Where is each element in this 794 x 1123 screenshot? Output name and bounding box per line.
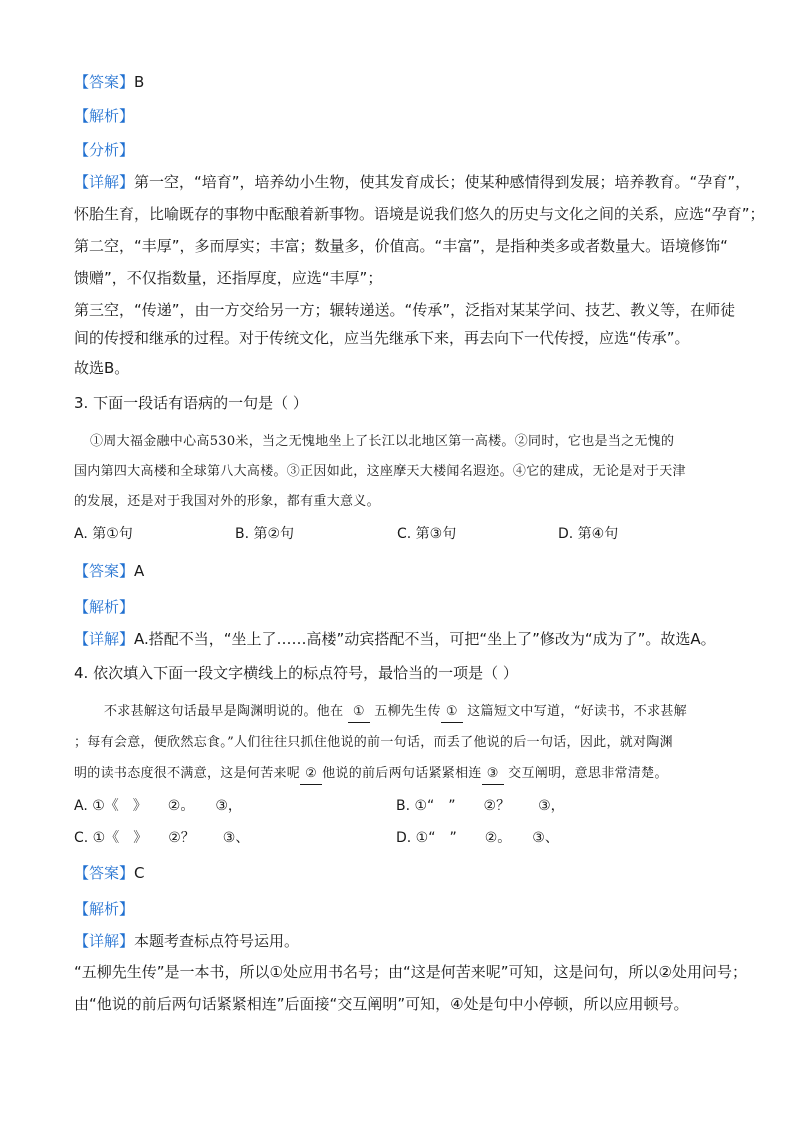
detail-text: 第三空，“传递”，由一方交给另一方；辗转递送。“传承”，泛指对某某学问、技艺、教义等，在师徒 [74,301,736,319]
q3-answer-line [74,561,144,581]
passage-text: 交互阐明，意思非常清楚。 [508,766,668,781]
blank-1: ① [348,702,370,723]
q4-option-b: B. ①“ ” ②？ ③， [396,798,565,814]
answer-value: C [134,864,145,882]
q3-detail-line [74,629,716,649]
blank-1b: ① [441,702,463,723]
q4-detail-line [74,931,299,951]
explain-text: 由“他说的前后两句话紧紧相连”后面接“交互阐明”可知，④处是句中小停顿，所以应用顿号。 [74,995,689,1013]
passage-text: 不求甚解这句话最早是陶渊明说的。他在 [104,704,344,719]
q4-option-c: C. ①《 》 ②？ ③、 [74,830,250,846]
detail-tag: 【详解】 [74,630,135,648]
q3-passage-line: ①周大福金融中心高530米，当之无愧地坐上了长江以北地区第一高楼。②同时，它也是当之无愧的 [90,434,675,449]
passage-text: 五柳先生传 [374,704,441,719]
q3-question: 3. 下面一段话有语病的一句是（ ） [74,394,308,412]
detail-text: 馈赠”，不仅指数量，还指厚度，应选“丰厚”； [74,269,383,287]
q4-passage-line-3 [74,764,724,785]
detail-tag: 【详解】 [74,173,135,191]
blank-3: ③ [482,764,504,785]
q2-detail-line [74,172,750,192]
analysis-tag: 【解析】 [74,598,135,616]
analysis-tag: 【解析】 [74,107,135,125]
q3-option-c: C. 第③句 [397,526,457,542]
q4-option-a: A. ①《 》 ②。 ③， [74,798,242,814]
detail-text: 第一空，“培育”，培养幼小生物，使其发育成长；使某种感情得到发展；培养教育。“孕育”， [134,173,751,191]
blank-2: ② [300,764,322,785]
q4-passage-line-2: ；每有会意，便欣然忘食。”人们往往只抓住他说的前一句话，而丢了他说的后一句话，因此，就对陶渊 [74,735,673,750]
answer-tag: 【答案】 [74,562,135,580]
detail-text: 本题考查标点符号运用。 [134,932,300,950]
q4-passage-line-1 [104,702,754,723]
detail-text: 间的传授和继承的过程。对于传统文化，应当先继承下来，再去向下一代传授，应选“传承”。 [74,329,690,347]
detail-text: 怀胎生育，比喻既存的事物中酝酿着新事物。语境是说我们悠久的历史与文化之间的关系，应选“孕育”； [74,205,765,223]
answer-tag: 【答案】 [74,73,135,91]
answer-value: A [134,562,145,580]
fenxi-tag: 【分析】 [74,141,135,159]
explain-text: “五柳先生传”是一本书，所以①处应用书名号；由“这是何苦来呢”可知，这是问句，所以②处用问号； [74,963,747,981]
passage-text: 这篇短文中写道，“好读书，不求甚解 [467,704,687,719]
analysis-tag: 【解析】 [74,900,135,918]
detail-text: A.搭配不当，“坐上了……高楼”动宾搭配不当，可把“坐上了”修改为“成为了”。故选A。 [134,630,716,648]
answer-tag: 【答案】 [74,864,135,882]
detail-tag: 【详解】 [74,932,135,950]
passage-text: 明的读书态度很不满意，这是何苦来呢 [74,766,301,781]
q3-option-a: A. 第①句 [74,526,133,542]
q3-option-d: D. 第④句 [558,526,619,542]
q3-passage-line: 的发展，还是对于我国对外的形象，都有重大意义。 [74,494,380,509]
q3-option-b: B. 第②句 [235,526,295,542]
passage-text: 他说的前后两句话紧紧相连 [322,766,482,781]
detail-text: 第二空，“丰厚”，多而厚实；丰富；数量多，价值高。“丰富”，是指种类多或者数量大。语境修饰“ [74,237,728,255]
q4-question: 4. 依次填入下面一段文字横线上的标点符号，最恰当的一项是（ ） [74,664,518,682]
detail-text: 故选B。 [74,359,130,377]
q3-passage-line: 国内第四大高楼和全球第八大高楼。③正因如此，这座摩天大楼闻名遐迩。④它的建成，无论是对于天津 [74,464,686,479]
q4-answer-line [74,863,145,883]
q4-option-d: D. ①“ ” ②。 ③、 [396,830,559,846]
q2-answer-line [74,72,144,92]
answer-value: B [134,73,145,91]
